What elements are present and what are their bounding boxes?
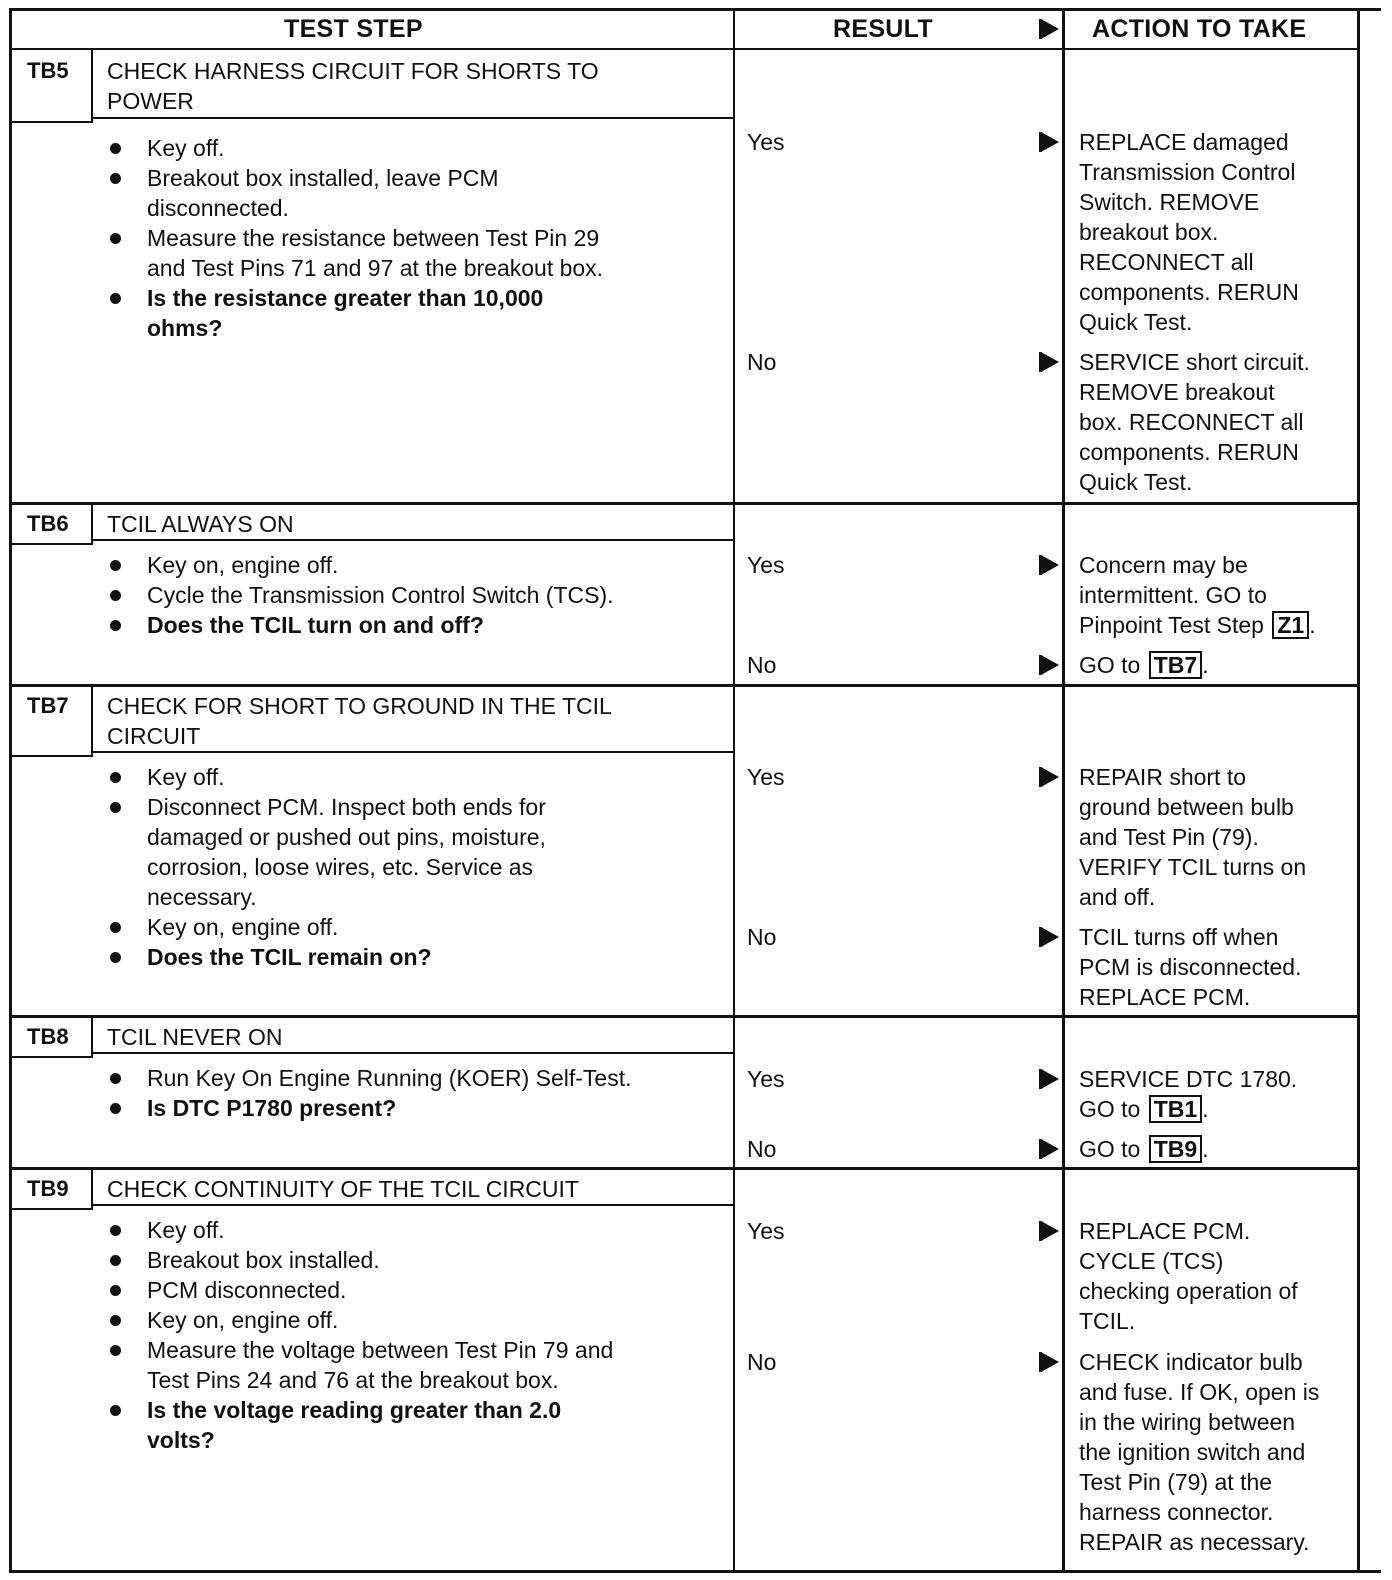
result-yes: Yes — [747, 764, 785, 790]
section-divider — [9, 502, 1360, 505]
step-instructions — [105, 762, 725, 972]
action-body: REPLACE damaged Transmission Control Switch. REMOVE breakout box. RECONNECT all components. RERUN Quick Test. — [1079, 129, 1299, 335]
result-yes: Yes — [747, 1066, 785, 1092]
step-reference-link[interactable]: TB9 — [1149, 1135, 1202, 1163]
step-id: TB5 — [27, 58, 69, 83]
step-title: TCIL NEVER ON — [107, 1024, 283, 1050]
title-underline — [9, 543, 93, 545]
result-no: No — [747, 652, 777, 678]
action-text — [1079, 650, 1364, 680]
result-no: No — [747, 1136, 777, 1162]
result-arrow-icon — [1041, 555, 1059, 575]
action-body: REPAIR short to ground between bulb and Test Pin (79). VERIFY TCIL turns on and off. — [1079, 764, 1307, 910]
title-underline-text — [91, 1204, 735, 1206]
result-no: No — [747, 1349, 777, 1375]
action-body: SERVICE DTC 1780. GO to — [1079, 1066, 1298, 1122]
header-arrow-icon — [1041, 19, 1059, 39]
column-divider-action — [1062, 8, 1065, 1573]
action-suffix: . — [1202, 1096, 1209, 1122]
title-underline — [9, 1208, 93, 1210]
step-id: TB7 — [27, 693, 69, 718]
result-arrow-icon — [1041, 655, 1059, 675]
action-text — [1079, 1216, 1364, 1336]
step-instructions — [105, 550, 725, 640]
step-id-divider — [91, 503, 93, 543]
instruction-item: Is the voltage reading greater than 2.0 volts? — [105, 1395, 725, 1455]
step-title: CHECK CONTINUITY OF THE TCIL CIRCUIT — [107, 1176, 579, 1202]
step-instructions — [105, 1215, 725, 1455]
instruction-item: Is the resistance greater than 10,000 ohms? — [105, 283, 725, 343]
instruction-item: Key on, engine off. — [105, 1305, 725, 1335]
section-divider — [9, 1015, 1360, 1018]
result-arrow-icon — [1041, 1221, 1059, 1241]
action-text — [1079, 762, 1364, 912]
result-yes: Yes — [747, 552, 785, 578]
action-text — [1079, 922, 1364, 1012]
step-id: TB9 — [27, 1176, 69, 1201]
instruction-item: Is DTC P1780 present? — [105, 1093, 725, 1123]
step-id: TB8 — [27, 1024, 69, 1049]
instruction-item: Key off. — [105, 762, 725, 792]
action-text — [1079, 550, 1364, 640]
action-suffix: . — [1309, 612, 1316, 638]
action-text — [1079, 1347, 1364, 1557]
title-underline-text — [91, 539, 735, 541]
header-action: ACTION TO TAKE — [1092, 14, 1307, 43]
step-title: TCIL ALWAYS ON — [107, 511, 294, 537]
result-arrow-icon — [1041, 132, 1059, 152]
header-test-step: TEST STEP — [284, 14, 423, 43]
instruction-item: Breakout box installed, leave PCM disconnected. — [105, 163, 725, 223]
instruction-item: Key off. — [105, 133, 725, 163]
instruction-item: PCM disconnected. — [105, 1275, 725, 1305]
result-arrow-icon — [1041, 1139, 1059, 1159]
step-id-divider — [91, 685, 93, 755]
result-arrow-icon — [1041, 767, 1059, 787]
section-divider — [9, 1167, 1360, 1170]
instruction-item: Does the TCIL remain on? — [105, 942, 725, 972]
step-id-divider — [91, 1016, 93, 1056]
action-body: CHECK indicator bulb and fuse. If OK, open is in the wiring between the ignition switch and Test Pin (79) at the harness connector. REPAIR as necessary. — [1079, 1349, 1320, 1555]
result-no: No — [747, 924, 777, 950]
instruction-item: Measure the resistance between Test Pin 29 and Test Pins 71 and 97 at the breakout box. — [105, 223, 725, 283]
action-text — [1079, 1134, 1364, 1164]
step-title: CHECK FOR SHORT TO GROUND IN THE TCIL CIRCUIT — [107, 693, 612, 749]
result-arrow-icon — [1041, 927, 1059, 947]
action-body: GO to — [1079, 652, 1147, 678]
action-text — [1079, 347, 1364, 497]
instruction-item: Does the TCIL turn on and off? — [105, 610, 725, 640]
title-underline-text — [91, 751, 735, 753]
action-suffix: . — [1202, 652, 1209, 678]
title-underline — [9, 1056, 93, 1058]
action-body: TCIL turns off when PCM is disconnected. REPLACE PCM. — [1079, 924, 1302, 1010]
instruction-item: Run Key On Engine Running (KOER) Self-Test. — [105, 1063, 725, 1093]
step-reference-link[interactable]: TB1 — [1149, 1095, 1202, 1123]
action-body: REPLACE PCM. CYCLE (TCS) checking operation of TCIL. — [1079, 1218, 1298, 1334]
section-divider — [9, 684, 1360, 687]
title-underline — [9, 755, 93, 757]
action-text — [1079, 1064, 1364, 1124]
step-id-divider — [91, 50, 93, 121]
test-step-table — [9, 8, 1381, 1573]
step-reference-link[interactable]: TB7 — [1149, 651, 1202, 679]
step-reference-link[interactable]: Z1 — [1272, 611, 1309, 639]
title-underline-text — [91, 117, 735, 119]
instruction-item: Cycle the Transmission Control Switch (TCS). — [105, 580, 725, 610]
action-body: Concern may be intermittent. GO to Pinpoint Test Step — [1079, 552, 1267, 638]
step-title: CHECK HARNESS CIRCUIT FOR SHORTS TO POWER — [107, 58, 599, 114]
instruction-item: Key off. — [105, 1215, 725, 1245]
title-underline — [9, 121, 93, 123]
result-arrow-icon — [1041, 352, 1059, 372]
result-arrow-icon — [1041, 1352, 1059, 1372]
action-body: SERVICE short circuit. REMOVE breakout box. RECONNECT all components. RERUN Quick Test. — [1079, 349, 1310, 495]
step-id-divider — [91, 1168, 93, 1208]
result-yes: Yes — [747, 129, 785, 155]
instruction-item: Breakout box installed. — [105, 1245, 725, 1275]
instruction-item: Key on, engine off. — [105, 912, 725, 942]
title-underline-text — [91, 1052, 735, 1054]
column-divider-result — [733, 8, 735, 1573]
step-id: TB6 — [27, 511, 69, 536]
action-text — [1079, 127, 1364, 337]
instruction-item: Measure the voltage between Test Pin 79 and Test Pins 24 and 76 at the breakout box. — [105, 1335, 725, 1395]
result-arrow-icon — [1041, 1069, 1059, 1089]
action-suffix: . — [1202, 1136, 1209, 1162]
result-yes: Yes — [747, 1218, 785, 1244]
result-no: No — [747, 349, 777, 375]
header-result: RESULT — [833, 14, 933, 43]
instruction-item: Disconnect PCM. Inspect both ends for damaged or pushed out pins, moisture, corrosion, loose wires, etc. Service as necessary. — [105, 792, 725, 912]
step-instructions — [105, 1063, 725, 1123]
table-border-left — [9, 8, 12, 1573]
action-body: GO to — [1079, 1136, 1147, 1162]
instruction-item: Key on, engine off. — [105, 550, 725, 580]
step-instructions — [105, 133, 725, 343]
table-border-bottom — [9, 1570, 1381, 1573]
